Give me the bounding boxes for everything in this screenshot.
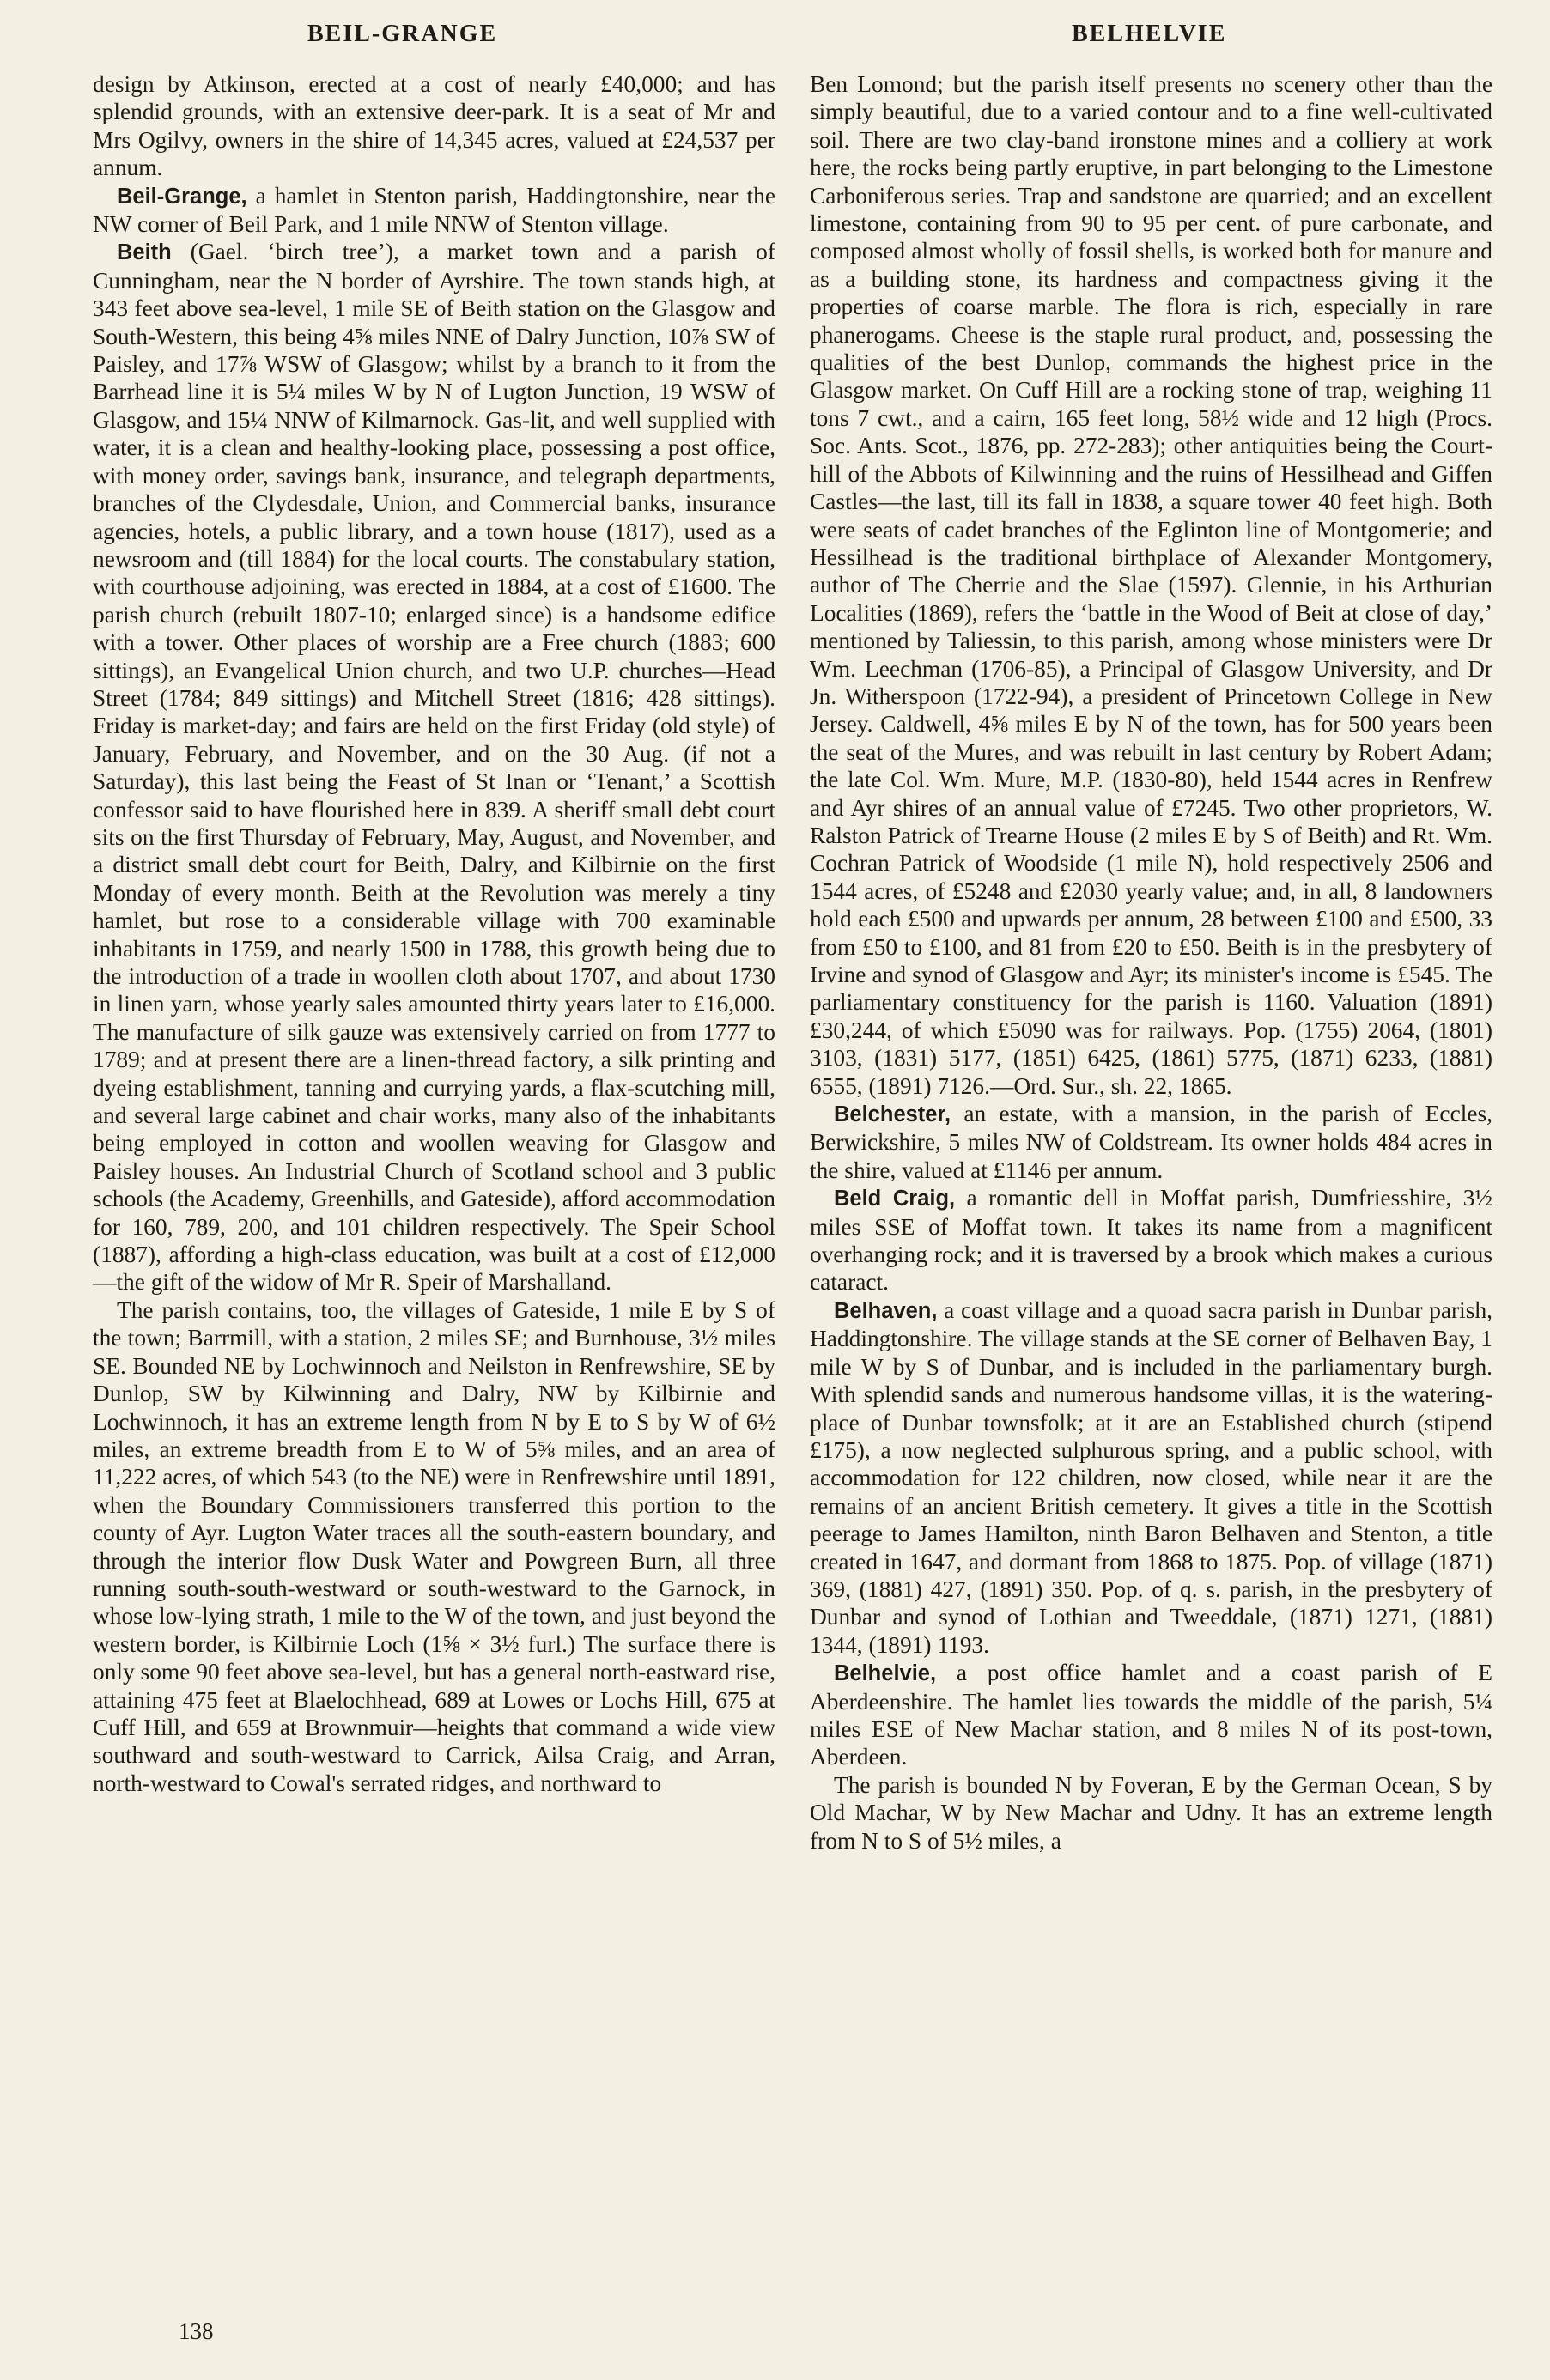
entry-text: The parish is bounded N by Foveran, E by the German Ocean, S by Old Machar, W by New Machar and Udny. It has an extreme length from N to S of 5½ miles, a [810, 1771, 1492, 1854]
gazetteer-entry [810, 1296, 1492, 1659]
entry-text: an estate, with a mansion, in the parish of Eccles, Berwickshire, 5 miles NW of Coldstream. Its owner holds 484 acres in the shire, valued at £1146 per annum. [810, 1101, 1492, 1183]
entry-text: Ben Lomond; but the parish itself presents no scenery other than the simply beautiful, due to a varied contour and to a fine well-cultivated soil. There are two clay-band ironstone mines and a colliery at work here, the rocks being partly eruptive, in part belonging to the Limestone Carboniferous series. Trap and sandstone are quarried; and an excellent limestone, containing from 90 to 95 per cent. of pure carbonate, and composed almost wholly of fossil shells, is worked both for manure and as a building stone, its hardness and compactness giving it the properties of coarse marble. The flora is rich, especially in rare phanerogams. Cheese is the staple rural product, and, possessing the qualities of the best Dunlop, commands the highest price in the Glasgow market. On Cuff Hill are a rocking stone of trap, weighing 11 tons 7 cwt., and a cairn, 165 feet long, 58½ wide and 12 high (Procs. Soc. Ants. Scot., 1876, pp. 272-283); other antiquities being the Court-hill of the Abbots of Kilwinning and the ruins of Hessilhead and Giffen Castles—the last, till its fall in 1838, a square tower 40 feet high. Both were seats of cadet branches of the Eglinton line of Montgomerie; and Hessilhead is the traditional birthplace of Alexander Montgomery, author of The Cherrie and the Slae (1597). Glennie, in his Arthurian Localities (1869), refers the ‘battle in the Wood of Beit at close of day,’ mentioned by Taliessin, to this parish, among whose ministers were Dr Wm. Leechman (1706-85), a Principal of Glasgow University, and Dr Jn. Witherspoon (1722-94), a president of Princetown College in New Jersey. Caldwell, 4⅝ miles E by N of the town, has for 500 years been the seat of the Mures, and was rebuilt in last century by Robert Adam; the late Col. Wm. Mure, M.P. (1830-80), held 1544 acres in Renfrew and Ayr shires of an annual value of £7245. Two other proprietors, W. Ralston Patrick of Trearne House (2 miles E by S of Beith) and Rt. Wm. Cochran Patrick of Woodside (1 mile N), hold respectively 2506 and 1544 acres, of £5248 and £2030 yearly value; and, in all, 8 landowners hold each £500 and upwards per annum, 28 between £100 and £500, 33 from £50 to £100, and 81 from £20 to £50. Beith is in the presbytery of Irvine and synod of Glasgow and Ayr; its minister's income is £545. The parliamentary constituency for the parish is 1160. Valuation (1891) £30,244, of which £5090 was for railways. Pop. (1755) 2064, (1801) 3103, (1831) 5177, (1851) 6425, (1861) 5775, (1871) 6233, (1881) 6555, (1891) 7126.—Ord. Sur., sh. 22, 1865. [810, 71, 1492, 1099]
gazetteer-entry [810, 1184, 1492, 1296]
entry-headword: Beith [117, 240, 172, 265]
gazetteer-entry [810, 70, 1492, 1100]
entry-text: a hamlet in Stenton parish, Haddingtonshire, near the NW corner of Beil Park, and 1 mile NNW of Stenton village. [93, 182, 775, 238]
running-head-left: BEIL-GRANGE [307, 21, 498, 47]
entry-text: a post office hamlet and a coast parish of E Aberdeenshire. The hamlet lies towards the middle of the parish, 5¼ miles ESE of New Machar station, and 8 miles N of its post-town, Aberdeen. [810, 1660, 1492, 1770]
entry-text: The parish contains, too, the villages of Gateside, 1 mile E by S of the town; Barrmill, with a station, 2 miles SE; and Burnhouse, 3½ miles SE. Bounded NE by Lochwinnoch and Neilston in Renfrewshire, SE by Dunlop, SW by Kilwinning and Dalry, NW by Kilbirnie and Lochwinnoch, it has an extreme length from N by E to S by W of 6½ miles, an extreme breadth from E to W of 5⅝ miles, and an area of 11,222 acres, of which 543 (to the NE) were in Renfrewshire until 1891, when the Boundary Commissioners transferred this portion to the county of Ayr. Lugton Water traces all the south-eastern boundary, and through the interior flow Dusk Water and Powgreen Burn, all three running south-south-westward or south-westward to the Garnock, in whose low-lying strath, 1 mile to the W of the town, and just beyond the western border, is Kilbirnie Loch (1⅝ × 3½ furl.) The surface there is only some 90 feet above sea-level, but has a general north-eastward rise, attaining 475 feet at Blaelochhead, 689 at Lowes or Lochs Hill, 675 at Cuff Hill, and 659 at Brownmuir—heights that command a wide view southward and south-westward to Carrick, Ailsa Craig, and Arran, north-westward to Cowal's serrated ridges, and northward to [93, 1296, 775, 1796]
entry-text: (Gael. ‘birch tree’), a market town and a parish of Cunningham, near the N border of Ayrshire. The town stands high, at 343 feet above sea-level, 1 mile SE of Beith station on the Glasgow and South-Western, this being 4⅝ miles NNE of Dalry Junction, 10⅞ SW of Paisley, and 17⅞ WSW of Glasgow; whilst by a branch to it from the Barrhead line it is 5¼ miles W by N of Lugton Junction, 19 WSW of Glasgow, and 15¼ NNW of Kilmarnock. Gas-lit, and well supplied with water, it is a clean and healthy-looking place, possessing a post office, with money order, savings bank, insurance, and telegraph departments, branches of the Clydesdale, Union, and Commercial banks, insurance agencies, hotels, a public library, and a town house (1817), used as a newsroom and (till 1884) for the local courts. The constabulary station, with courthouse adjoining, was erected in 1884, at a cost of £1600. The parish church (rebuilt 1807-10; enlarged since) is a handsome edifice with a tower. Other places of worship are a Free church (1883; 600 sittings), an Evangelical Union church, and two U.P. churches—Head Street (1784; 849 sittings) and Mitchell Street (1816; 428 sittings). Friday is market-day; and fairs are held on the first Friday (old style) of January, February, and November, and on the 30 Aug. (if not a Saturday), this last being the Feast of St Inan or ‘Tenant,’ a Scottish confessor said to have flourished here in 839. A sheriff small debt court sits on the first Thursday of February, May, August, and November, and a district small debt court for Beith, Dalry, and Kilbirnie on the first Monday of every month. Beith at the Revolution was merely a tiny hamlet, but rose to a considerable village with 700 examinable inhabitants in 1759, and nearly 1500 in 1788, this growth being due to the introduction of a trade in woollen cloth about 1707, and about 1730 in linen yarn, whose yearly sales amounted thirty years later to £16,000. The manufacture of silk gauze was extensively carried on from 1777 to 1789; and at present there are a linen-thread factory, a silk printing and dyeing establishment, tanning and currying yards, a flax-scutching mill, and several large cabinet and chair works, many also of the inhabitants being employed in cotton and woollen weaving for Glasgow and Paisley houses. An Industrial Church of Scotland school and 3 public schools (the Academy, Greenhills, and Gateside), afford accommodation for 160, 789, 200, and 101 children respectively. The Speir School (1887), affording a high-class education, was built at a cost of £12,000—the gift of the widow of Mr R. Speir of Marshalland. [93, 239, 775, 1296]
gazetteer-entry [93, 238, 775, 1296]
entry-headword: Beld Craig, [834, 1187, 956, 1211]
gazetteer-entry [810, 1771, 1492, 1855]
entry-text: a coast village and a quoad sacra parish in Dunbar parish, Haddingtonshire. The village stands at the SE corner of Belhaven Bay, 1 mile W by S of Dunbar, and is included in the parliamentary burgh. With splendid sands and numerous handsome villas, it is the watering-place of Dunbar townsfolk; at it are an Established church (stipend £175), a now neglected sulphurous spring, and a public school, with accommodation for 122 children, now closed, while near it are the remains of an ancient British cemetery. It gives a title in the Scottish peerage to James Hamilton, ninth Baron Belhaven and Stenton, a title created in 1647, and dormant from 1868 to 1875. Pop. of village (1871) 369, (1881) 427, (1891) 350. Pop. of q. s. parish, in the presbytery of Dunbar and synod of Lothian and Tweeddale, (1871) 1271, (1881) 1344, (1891) 1193. [810, 1296, 1492, 1658]
running-heads [93, 17, 1484, 60]
left-column [93, 70, 775, 1797]
running-head-right: BELHELVIE [1072, 21, 1227, 47]
gazetteer-entry [93, 182, 775, 239]
gazetteer-entry [93, 70, 775, 182]
entry-headword: Beil-Grange, [117, 184, 247, 209]
gazetteer-entry [93, 1296, 775, 1797]
entry-text: design by Atkinson, erected at a cost of nearly £40,000; and has splendid grounds, with an extensive deer-park. It is a seat of Mr and Mrs Ogilvy, owners in the shire of 14,345 acres, valued at £24,537 per annum. [93, 71, 775, 181]
gazetteer-entry [810, 1100, 1492, 1184]
gazetteer-entry [810, 1659, 1492, 1771]
entry-text: a romantic dell in Moffat parish, Dumfriesshire, 3½ miles SSE of Moffat town. It takes its name from a magnificent overhanging rock; and it is traversed by a brook which makes a curious cataract. [810, 1185, 1492, 1296]
entry-headword: Belchester, [834, 1102, 951, 1127]
right-column [810, 70, 1492, 1855]
page-number: 138 [179, 2318, 214, 2344]
entry-headword: Belhaven, [834, 1298, 938, 1323]
entry-headword: Belhelvie, [834, 1661, 937, 1686]
page [93, 17, 1492, 2353]
